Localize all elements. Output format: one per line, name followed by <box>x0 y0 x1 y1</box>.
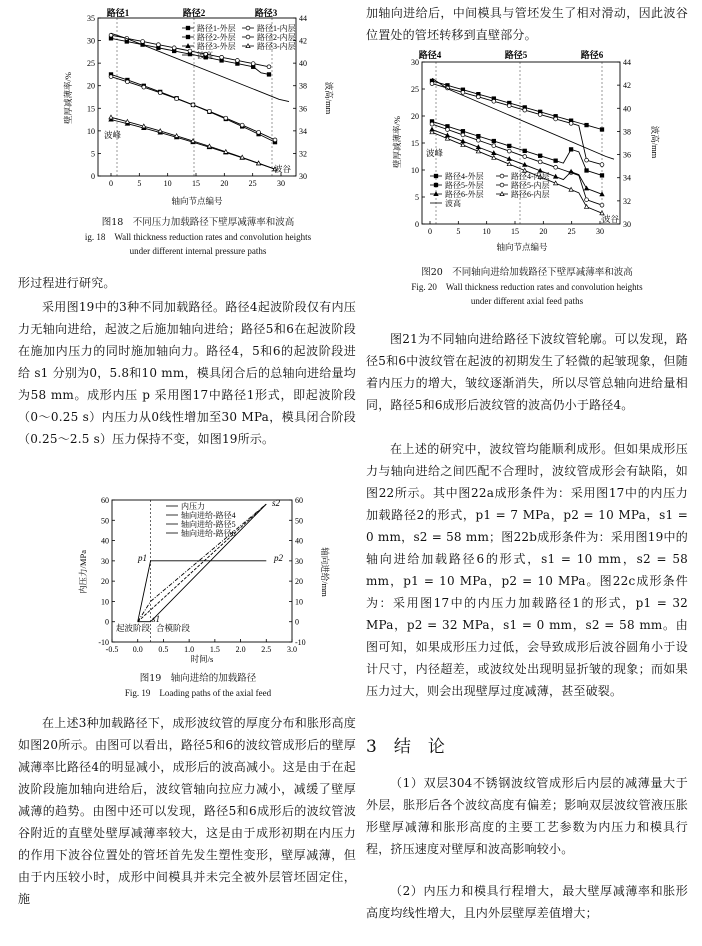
fig20-path-label-6: 路径6 <box>580 50 604 60</box>
fig19-y-right-tick-0: -10 <box>295 638 306 647</box>
fig19-y-label-right: 轴向进给/mm <box>320 547 330 597</box>
fig20-peak-annotation: 波峰 <box>426 148 444 158</box>
fig19-y-left-tick-3: 20 <box>101 577 109 587</box>
section-heading-conclusion: 3 结 论 <box>366 737 445 757</box>
fig18-series-path3-outer <box>111 120 275 170</box>
fig18-y-right-tick-0: 30 <box>299 172 307 181</box>
fig18-y-right-tick-3: 36 <box>299 104 307 114</box>
fig20-y-right-tick-4: 38 <box>623 127 631 137</box>
fig18-x-tick-1: 5 <box>137 179 142 188</box>
fig18-x-tick-0: 0 <box>109 179 113 188</box>
fig19-y-right-tick-3: 20 <box>295 577 303 587</box>
fig19-x-label: 时间/s <box>190 654 214 664</box>
fig18-legend-1: 路径1-内层 <box>257 24 296 33</box>
fig20-legend-4: 路径6-外层 <box>445 190 484 199</box>
fig18-x-tick-2: 10 <box>163 179 172 188</box>
fig18-y-left-tick-5: 25 <box>87 59 95 69</box>
fig19-y-left-tick-2: 10 <box>101 597 109 607</box>
fig19-x-tick-5: 2.0 <box>235 645 246 654</box>
fig18-x-tick-6: 30 <box>277 179 285 188</box>
fig19-x-tick-6: 2.5 <box>261 645 272 654</box>
fig19-x-tick-0: -0.5 <box>105 645 119 654</box>
figure-18-chart <box>62 6 334 210</box>
fig20-series-wave-height <box>432 78 614 159</box>
fig18-caption-en-1: ig. 18 Wall thickness reduction rates and convolution heights <box>84 232 312 242</box>
fig20-y-right-tick-0: 30 <box>623 220 631 229</box>
fig19-y-label-left: 内压力/MPa <box>78 550 88 594</box>
fig19-stage-2: 合模阶段 <box>156 623 191 633</box>
fig20-y-right-tick-5: 40 <box>623 104 631 114</box>
fig20-series-path4-outer <box>432 81 602 130</box>
fig19-y-right-tick-5: 40 <box>295 536 303 546</box>
fig20-legend-5: 路径6-内层 <box>511 190 550 199</box>
fig18-y-left-tick-3: 15 <box>87 104 95 114</box>
fig20-x-tick-6: 30 <box>596 227 604 236</box>
fig20-legend-6: 波高 <box>445 199 461 208</box>
fig19-x-tick-1: 0.0 <box>132 645 143 654</box>
fig18-path-label-1: 路径1 <box>106 8 130 18</box>
fig19-label-p2: p2 <box>274 553 283 563</box>
fig18-y-left-tick-1: 5 <box>91 149 95 159</box>
fig20-y-right-tick-2: 34 <box>623 173 631 183</box>
fig20-y-right-tick-6: 42 <box>623 81 631 91</box>
fig18-legend-2: 路径2-外层 <box>197 33 236 42</box>
paragraph-r1: 加轴向进给后，中间模具与管坯发生了相对滑动，因此波谷位置处的管坯转移到直壁部分。 <box>366 6 688 42</box>
paragraph-l1: 形过程进行研究。 <box>18 276 116 290</box>
fig19-legend-1: 轴向进给-路径4 <box>181 511 236 520</box>
fig20-y-right-tick-3: 36 <box>623 150 631 160</box>
fig18-path-label-2: 路径2 <box>182 8 206 18</box>
fig18-x-tick-3: 15 <box>192 179 200 188</box>
fig19-y-left-tick-6: 50 <box>101 516 109 526</box>
fig19-legend-3: 轴向进给-路径6 <box>181 529 236 538</box>
fig18-y-right-tick-7: 44 <box>299 14 307 23</box>
fig20-caption-en-1: Fig. 20 Wall thickness reduction rates and convolution heights <box>411 282 643 292</box>
fig19-legend-0: 内压力 <box>181 502 205 511</box>
fig18-valley-annotation: 波谷 <box>274 164 292 174</box>
fig20-path-label-5: 路径5 <box>504 50 528 60</box>
paragraph-l2: 采用图19中的3种不同加载路径。路径4起波阶段仅有内压力无轴向进给，起波之后施加轴向进给；路径5和6在起波阶段在施加内压力的同时施加轴向力。路径4，5和6的起波阶段进给 s1 分别为0，5.8和10 mm，模具闭合后的总轴向进给量均为58 mm。成形内压 p 采用图17中路径1形式，即起波阶段（0～0.25 s）内压力从0线性增加至30 MPa，模具闭合阶段（0.25～2.5 s）压力保持不变，如图19所示。 <box>18 300 356 446</box>
fig20-legend-1: 路径4-内层 <box>511 172 550 181</box>
fig20-y-left-tick-4: 20 <box>411 112 419 121</box>
fig18-y-right-tick-5: 40 <box>299 59 307 69</box>
fig20-legend-2: 路径5-外层 <box>445 181 484 190</box>
fig19-y-left-tick-0: -10 <box>98 638 109 647</box>
fig19-caption-cn: 图19 轴向进给的加载路径 <box>139 673 257 684</box>
paragraph-r5: （2）内压力和模具行程增大，最大壁厚减薄率和胀形高度均线性增大，且内外层壁厚差值增大； <box>366 884 688 920</box>
fig18-y-label-left: 壁厚减薄率/% <box>63 72 73 124</box>
fig18-y-right-tick-1: 32 <box>299 149 307 159</box>
fig19-y-right-tick-2: 10 <box>295 597 303 607</box>
fig19-caption-en: Fig. 19 Loading paths of the axial feed <box>124 688 272 698</box>
paragraph-r2: 图21为不同轴向进给路径下波纹管轮廓。可以发现，路径5和6中波纹管在起波的初期发生了轻微的起皱现象，但随着内压力的增大，皱纹逐渐消失，所以尽管总轴向进给量相同，路径5和6成形后波纹管的波高仍小于路径4。 <box>366 332 688 412</box>
fig20-x-tick-4: 20 <box>539 227 548 236</box>
fig18-y-left-tick-7: 35 <box>87 14 95 23</box>
fig20-series-path4-inner <box>432 84 602 165</box>
fig19-x-tick-3: 1.0 <box>184 645 195 654</box>
fig18-x-label: 轴向节点编号 <box>171 196 223 206</box>
fig19-caption <box>58 672 338 700</box>
fig20-x-tick-0: 0 <box>428 227 432 236</box>
fig18-caption-cn: 图18 不同压力加载路径下壁厚减薄率和波高 <box>101 217 295 228</box>
fig20-valley-annotation: 波谷 <box>602 214 620 224</box>
fig18-y-right-tick-2: 34 <box>299 126 307 136</box>
fig20-x-tick-2: 10 <box>482 227 491 236</box>
fig18-y-left-tick-0: 0 <box>91 172 95 181</box>
fig18-y-left-tick-2: 10 <box>87 126 95 136</box>
fig20-legend-3: 路径5-内层 <box>511 181 550 190</box>
fig19-y-right-tick-1: 0 <box>295 617 299 627</box>
fig20-y-right-tick-7: 44 <box>623 58 631 67</box>
fig18-legend-3: 路径2-内层 <box>257 33 296 42</box>
fig20-y-left-tick-5: 25 <box>411 85 419 94</box>
fig19-y-right-tick-7: 60 <box>295 496 303 505</box>
fig18-peak-annotation: 波峰 <box>104 130 122 140</box>
paragraph-r4: （1）双层304不锈钢波纹管成形后内层的减薄量大于外层，胀形后各个波纹高度有偏差；影响双层波纹管液压胀形壁厚减薄和胀形高度的主要工艺参数为内压力和模具行程，挤压速度对壁厚和波高影响较小。 <box>366 776 688 856</box>
fig18-caption-en-2: under different internal pressure paths <box>129 246 267 256</box>
fig19-x-tick-7: 3.0 <box>287 645 297 654</box>
fig20-path-label-4: 路径4 <box>418 50 442 60</box>
fig20-y-left-tick-2: 10 <box>411 166 419 175</box>
fig18-path-label-3: 路径3 <box>254 8 278 18</box>
fig18-legend-0: 路径1-外层 <box>197 24 236 33</box>
fig20-caption <box>376 266 678 308</box>
fig19-label-p1: p1 <box>138 553 147 563</box>
paragraph-r3: 在上述的研究中，波纹管均能顺利成形。但如果成形压力与轴向进给之间匹配不合理时，波纹管成形会有缺陷，如图22所示。其中图22a成形条件为：采用图17中的内压力加载路径2的形式，p1 = 7 MPa，p2 = 10 MPa，s1 = 0 mm，s2 = 58 mm；图22b成形条件为：采用图19中的轴向进给加载路径6的形式，s1 = 10 mm，s2 = 58 mm，p1 = 10 MPa，p2 = 10 MPa。图22c成形条件为：采用图17中的内压力加载路径1的形式，p1 = 32 MPa，p2 = 32 MPa，s1 = 0 mm，s2 = 58 mm。由图可知，如果成形压力过低，会导致成形后波谷圆角小于设计尺寸，内径超差，或波纹处出现明显折皱的现象；而如果压力过大，则会出现壁厚过度减薄，甚至破裂。 <box>366 442 688 698</box>
fig19-x-tick-2: 0.5 <box>158 645 169 654</box>
fig20-legend-0: 路径4-外层 <box>445 172 484 181</box>
figure-20-chart <box>392 48 660 254</box>
fig19-y-right-tick-4: 30 <box>295 556 303 566</box>
fig19-legend-2: 轴向进给-路径5 <box>181 520 236 529</box>
fig20-y-left-tick-0: 0 <box>415 220 419 229</box>
fig18-legend-6: 波高 <box>197 51 213 60</box>
fig18-y-left-tick-6: 30 <box>87 36 95 46</box>
figure-19-chart <box>76 494 328 666</box>
fig18-x-tick-5: 25 <box>248 179 257 188</box>
fig19-x-tick-4: 1.5 <box>209 645 220 654</box>
fig19-y-right-tick-6: 50 <box>295 516 303 526</box>
fig20-y-left-tick-3: 15 <box>411 139 419 148</box>
fig20-x-tick-1: 5 <box>456 227 461 236</box>
fig20-y-left-tick-6: 30 <box>411 58 419 67</box>
fig18-legend-5: 路径3-内层 <box>257 42 296 51</box>
fig18-caption <box>58 216 338 258</box>
fig18-x-tick-4: 20 <box>220 179 229 188</box>
fig20-x-label: 轴向节点编号 <box>496 242 548 252</box>
fig18-y-right-tick-4: 38 <box>299 81 307 91</box>
fig18-series-path1-outer <box>111 38 269 74</box>
fig20-y-right-tick-1: 32 <box>623 196 631 206</box>
fig18-legend-4: 路径3-外层 <box>197 42 236 51</box>
fig20-y-label-left: 壁厚减薄率/% <box>392 116 402 168</box>
fig20-y-label-right: 波高/mm <box>650 125 660 159</box>
fig19-stage-1: 起波阶段 <box>116 623 151 633</box>
fig19-label-s2: s2 <box>272 498 281 508</box>
paragraph-l3: 在上述3种加载路径下，成形波纹管的厚度分布和胀形高度如图20所示。由图可以看出，路径5和6的波纹管成形后的壁厚减薄率比路径4的明显减小，成形后的波高减小。这是由于在起波阶段施加轴向进给后，波纹管轴向拉应力减小，减缓了壁厚减薄的趋势。由图中还可以发现，路径5和6成形后的波纹管波谷附近的直壁处壁厚减薄率较大，这是由于成形初期在内压力的作用下波谷位置处的管坯首先发生塑性变形，壁厚减薄，但由于内压较小时，成形中间模具并未完全被外层管坯固定住，施 <box>18 716 356 906</box>
fig20-x-tick-3: 15 <box>511 227 519 236</box>
fig19-y-left-tick-7: 60 <box>101 496 109 505</box>
fig19-label-s1: s1 <box>152 614 161 624</box>
fig19-y-left-tick-1: 0 <box>105 617 109 627</box>
fig18-y-right-tick-6: 42 <box>299 36 307 46</box>
fig20-caption-en-2: under different axial feed paths <box>470 296 584 306</box>
fig18-y-label-right: 波高/mm <box>324 81 334 115</box>
fig19-y-left-tick-5: 40 <box>101 536 109 546</box>
fig20-y-left-tick-1: 5 <box>415 193 419 202</box>
fig20-x-tick-5: 25 <box>567 227 576 236</box>
fig19-y-left-tick-4: 30 <box>101 556 109 566</box>
fig18-y-left-tick-4: 20 <box>87 81 95 91</box>
fig20-caption-cn: 图20 不同轴向进给加载路径下壁厚减薄率和波高 <box>421 267 633 278</box>
